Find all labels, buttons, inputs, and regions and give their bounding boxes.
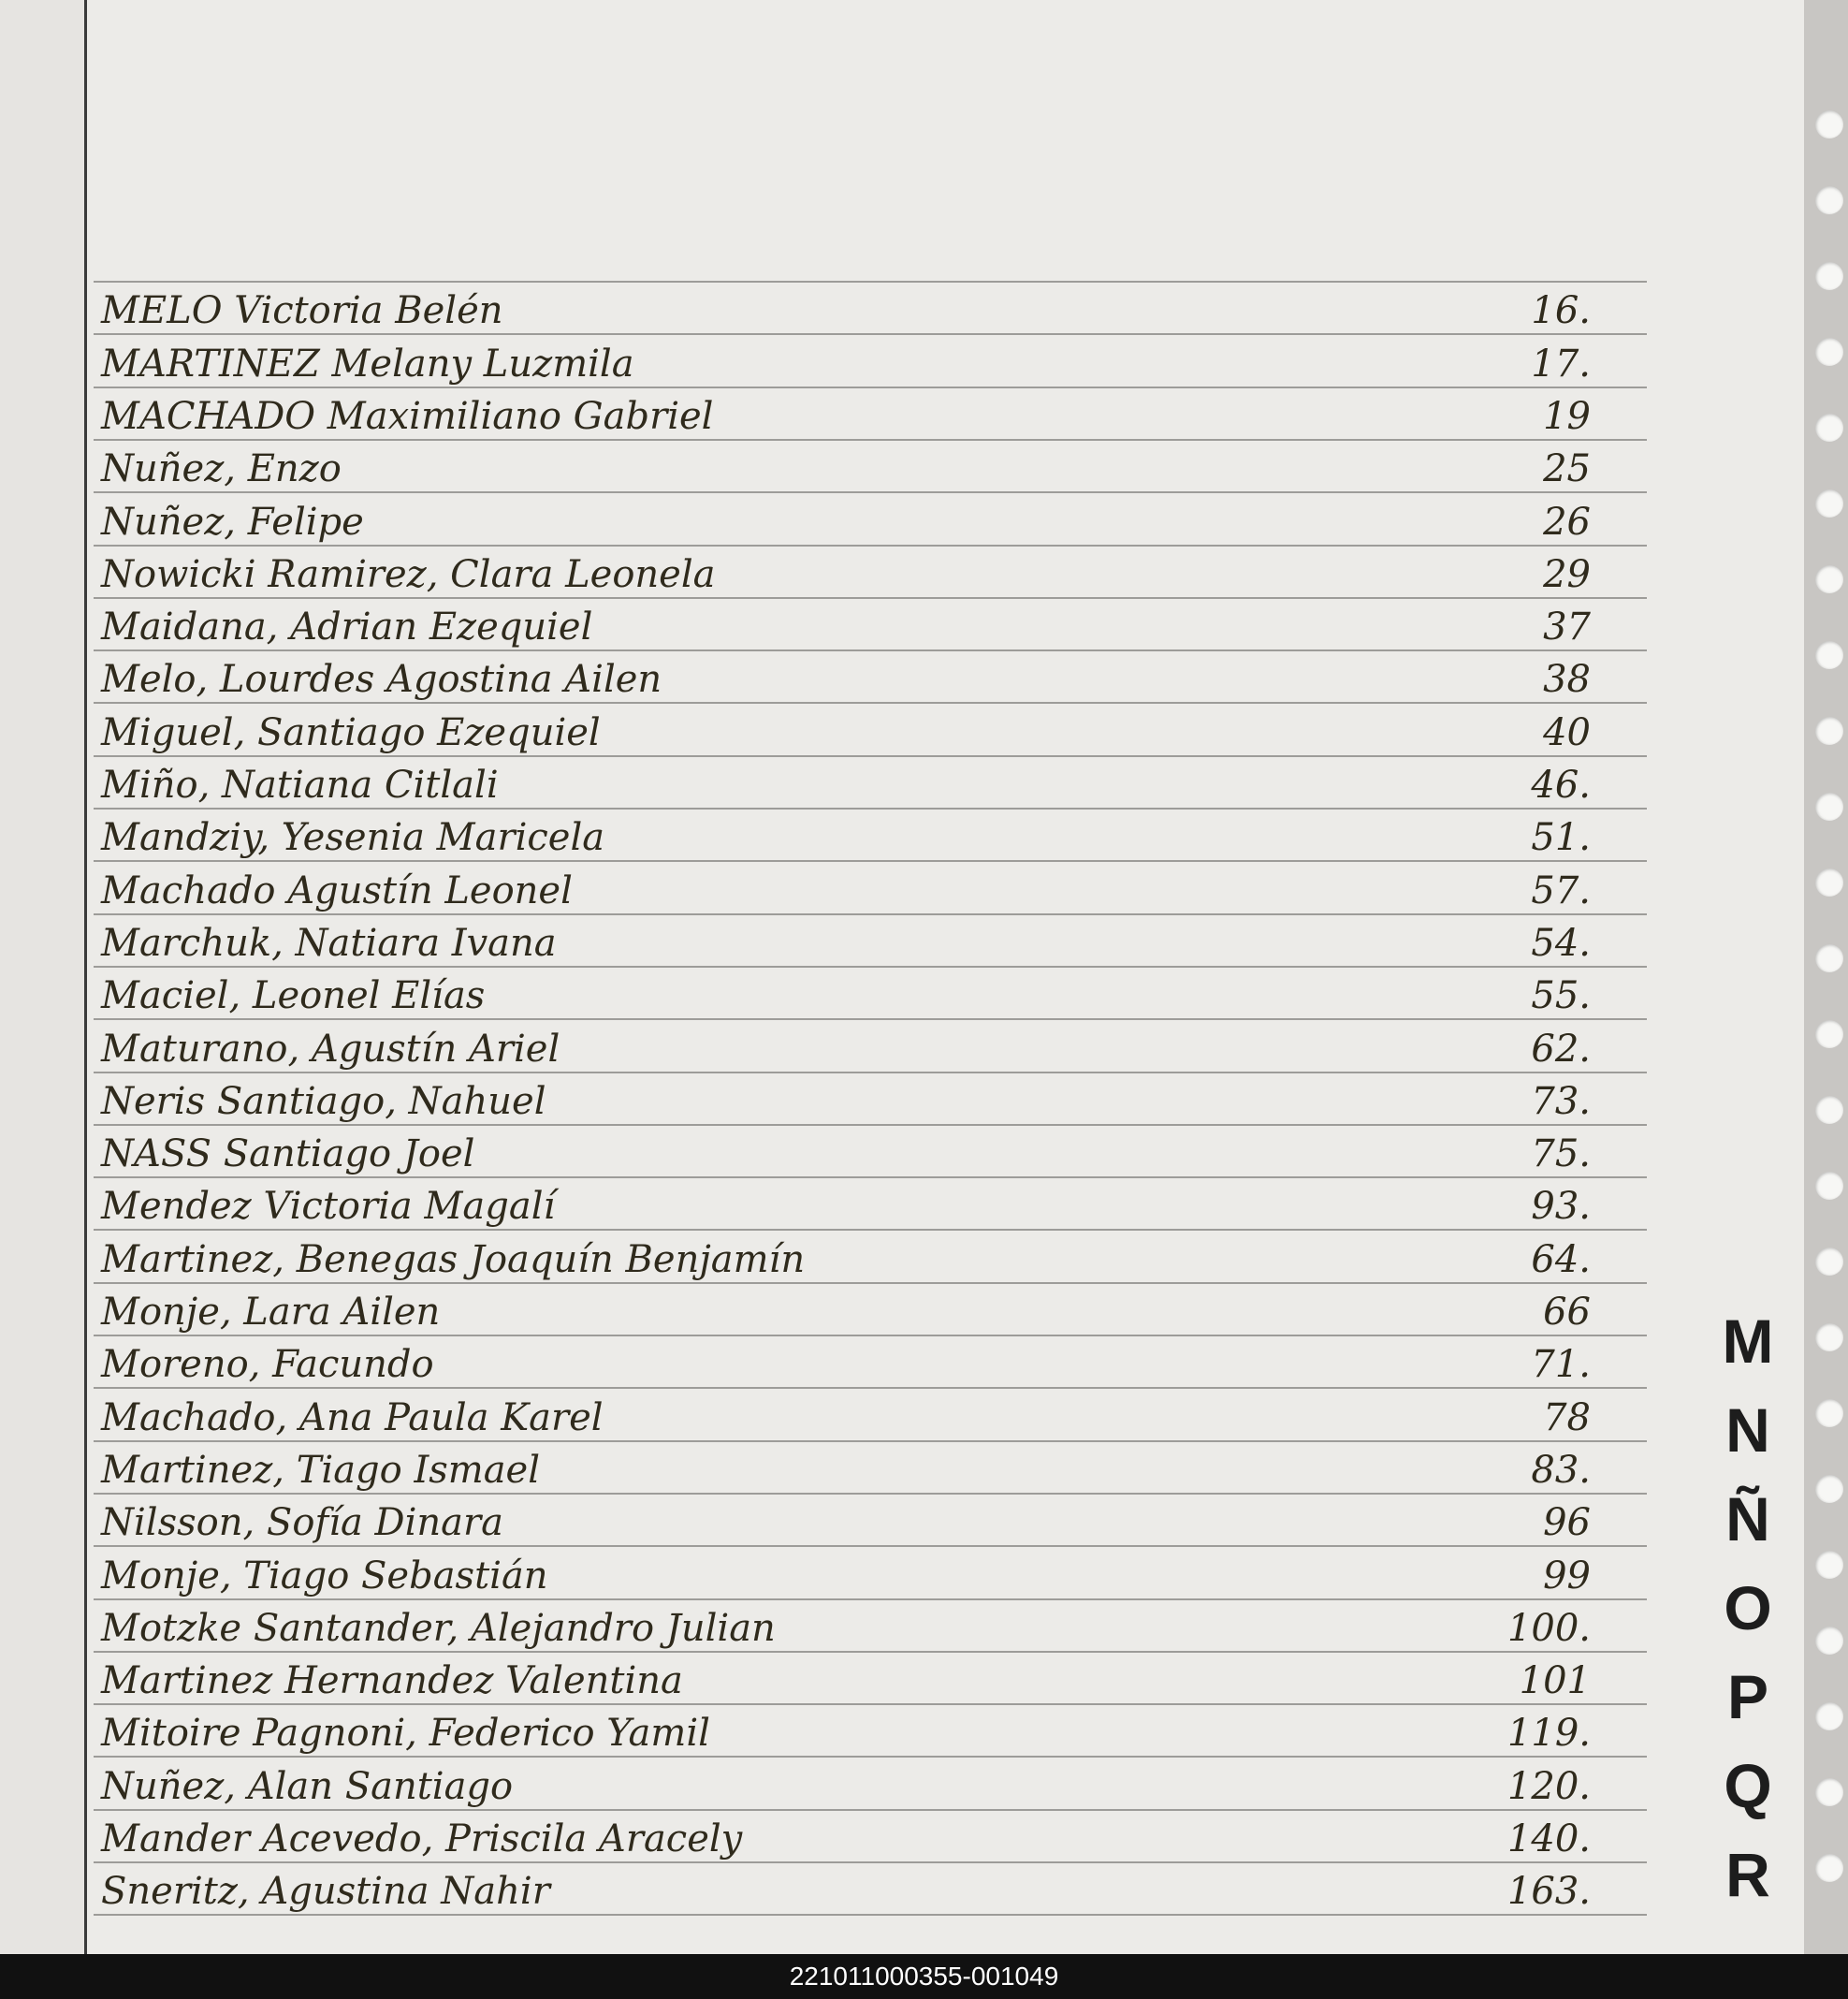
- list-item: [94, 501, 1647, 543]
- student-name: Mandziy, Yesenia Maricela: [101, 816, 605, 860]
- binder-hole: [1815, 338, 1843, 366]
- list-item: [94, 1765, 1647, 1807]
- list-item: [94, 922, 1647, 964]
- binder-hole: [1815, 414, 1843, 442]
- list-item: [94, 447, 1647, 489]
- entry-number: 140.: [1506, 1817, 1591, 1860]
- entry-number: 163.: [1506, 1870, 1591, 1914]
- entry-number: 40: [1543, 710, 1591, 754]
- entry-number: 119.: [1506, 1712, 1591, 1756]
- ruled-line: [94, 808, 1647, 810]
- scan-id-footer: 221011000355-001049: [0, 1954, 1848, 1999]
- ruled-line: [94, 545, 1647, 547]
- ruled-line: [94, 913, 1647, 915]
- ruled-line: [94, 491, 1647, 493]
- left-margin: [0, 0, 87, 1954]
- entry-number: 51.: [1531, 816, 1591, 860]
- binder-hole: [1815, 641, 1843, 669]
- list-item: [94, 553, 1647, 595]
- binder-hole: [1815, 1172, 1843, 1200]
- ruled-line: [94, 1072, 1647, 1073]
- student-name: Sneritz, Agustina Nahir: [101, 1870, 550, 1914]
- binder-hole: [1815, 1323, 1843, 1351]
- entry-number: 66: [1543, 1291, 1591, 1334]
- ruled-line: [94, 1861, 1647, 1863]
- student-name: Nuñez, Enzo: [101, 447, 342, 491]
- list-item: [94, 606, 1647, 648]
- ruled-line: [94, 1914, 1647, 1916]
- entry-number: 73.: [1531, 1079, 1591, 1123]
- binder-hole: [1815, 186, 1843, 214]
- student-name: Martinez Hernandez Valentina: [101, 1659, 683, 1703]
- entry-number: 64.: [1531, 1237, 1591, 1281]
- ruled-line: [94, 597, 1647, 599]
- list-item: [94, 1080, 1647, 1122]
- list-item: [94, 869, 1647, 912]
- list-item: [94, 1238, 1647, 1280]
- list-item: [94, 1607, 1647, 1649]
- binder-hole: [1815, 1475, 1843, 1503]
- student-name: Motzke Santander, Alejandro Julian: [101, 1606, 776, 1650]
- student-name: Mendez Victoria Magalí: [101, 1185, 556, 1229]
- list-item: [94, 395, 1647, 437]
- ruled-line: [94, 966, 1647, 968]
- entry-number: 54.: [1531, 921, 1591, 965]
- list-item: [94, 1501, 1647, 1543]
- ruled-line: [94, 1018, 1647, 1020]
- ruled-line: [94, 755, 1647, 757]
- index-tab-m[interactable]: M: [1722, 1306, 1774, 1376]
- binder-strip: [1804, 0, 1848, 1954]
- student-name: Nowicki Ramirez, Clara Leonela: [101, 552, 716, 596]
- list-item: [94, 1817, 1647, 1860]
- list-item: [94, 816, 1647, 858]
- entry-number: 57.: [1531, 868, 1591, 912]
- list-item: [94, 974, 1647, 1016]
- ruled-line: [94, 1229, 1647, 1231]
- binder-hole: [1815, 1020, 1843, 1048]
- ruled-line: [94, 1124, 1647, 1126]
- list-item: [94, 764, 1647, 806]
- ruled-line: [94, 1545, 1647, 1547]
- entry-number: 38: [1543, 658, 1591, 702]
- entry-number: 101: [1519, 1659, 1591, 1703]
- entry-number: 99: [1543, 1554, 1591, 1598]
- entry-number: 75.: [1531, 1132, 1591, 1176]
- list-item: [94, 1291, 1647, 1333]
- student-name: Moreno, Facundo: [101, 1343, 434, 1387]
- list-item: [94, 1343, 1647, 1385]
- student-name: MARTINEZ Melany Luzmila: [101, 342, 634, 386]
- student-name: Melo, Lourdes Agostina Ailen: [101, 658, 662, 702]
- student-name: MACHADO Maximiliano Gabriel: [101, 394, 714, 438]
- ruled-line: [94, 860, 1647, 862]
- list-item: [94, 1712, 1647, 1754]
- ruled-line: [94, 1493, 1647, 1495]
- list-item: [94, 658, 1647, 700]
- binder-hole: [1815, 1399, 1843, 1427]
- entry-number: 62.: [1531, 1027, 1591, 1071]
- student-name: Mitoire Pagnoni, Federico Yamil: [101, 1712, 710, 1756]
- student-name: Miño, Natiana Citlali: [101, 764, 499, 807]
- binder-hole: [1815, 793, 1843, 821]
- ruled-line: [94, 1703, 1647, 1705]
- entry-number: 78: [1543, 1395, 1591, 1439]
- binder-hole: [1815, 1627, 1843, 1655]
- ruled-line: [94, 1387, 1647, 1389]
- ruled-line: [94, 1335, 1647, 1336]
- ruled-line: [94, 281, 1647, 283]
- student-name: Nuñez, Alan Santiago: [101, 1764, 514, 1808]
- student-name: Maciel, Leonel Elías: [101, 974, 486, 1018]
- student-name: Nuñez, Felipe: [101, 500, 364, 544]
- list-item: [94, 711, 1647, 753]
- binder-hole: [1815, 1096, 1843, 1124]
- ruled-line: [94, 1282, 1647, 1284]
- binder-hole: [1815, 1248, 1843, 1276]
- binder-hole: [1815, 944, 1843, 972]
- binder-hole: [1815, 1778, 1843, 1806]
- binder-hole: [1815, 868, 1843, 897]
- entry-number: 100.: [1506, 1606, 1591, 1650]
- student-name: Marchuk, Natiara Ivana: [101, 921, 557, 965]
- student-name: Monje, Lara Ailen: [101, 1291, 441, 1334]
- entry-number: 17.: [1531, 342, 1591, 386]
- ruled-line: [94, 1598, 1647, 1600]
- ruled-line: [94, 333, 1647, 335]
- list-item: [94, 343, 1647, 385]
- binder-hole: [1815, 565, 1843, 593]
- list-item: [94, 1185, 1647, 1227]
- list-item: [94, 1132, 1647, 1175]
- entry-number: 29: [1543, 552, 1591, 596]
- binder-hole: [1815, 262, 1843, 290]
- entry-number: 37: [1543, 606, 1591, 649]
- index-tabs: [1701, 1306, 1795, 1933]
- binder-hole: [1815, 717, 1843, 745]
- student-name: Miguel, Santiago Ezequiel: [101, 710, 601, 754]
- binder-hole: [1815, 1854, 1843, 1882]
- binder-hole: [1815, 489, 1843, 518]
- index-tab-n[interactable]: N: [1725, 1395, 1770, 1465]
- list-item: [94, 289, 1647, 331]
- student-name: Martinez, Tiago Ismael: [101, 1448, 541, 1492]
- student-name: Machado, Ana Paula Karel: [101, 1395, 604, 1439]
- ruled-line: [94, 1809, 1647, 1811]
- list-item: [94, 1396, 1647, 1438]
- list-item: [94, 1659, 1647, 1701]
- entry-number: 26: [1543, 500, 1591, 544]
- student-name: Nilsson, Sofía Dinara: [101, 1501, 503, 1545]
- entry-number: 16.: [1531, 289, 1591, 333]
- ruled-line: [94, 702, 1647, 704]
- index-tab-enie[interactable]: Ñ: [1725, 1484, 1770, 1554]
- entry-number: 71.: [1531, 1343, 1591, 1387]
- student-name: MELO Victoria Belén: [101, 289, 503, 333]
- student-name: NASS Santiago Joel: [101, 1132, 475, 1176]
- ruled-line: [94, 649, 1647, 651]
- student-name: Martinez, Benegas Joaquín Benjamín: [101, 1237, 806, 1281]
- ruled-line: [94, 1651, 1647, 1653]
- list-item: [94, 1870, 1647, 1912]
- index-tab-q[interactable]: Q: [1724, 1751, 1772, 1820]
- entry-number: 25: [1543, 447, 1591, 491]
- student-name: Maturano, Agustín Ariel: [101, 1027, 560, 1071]
- student-name: Mander Acevedo, Priscila Aracely: [101, 1817, 743, 1860]
- index-tab-r[interactable]: R: [1725, 1840, 1770, 1909]
- student-name: Machado Agustín Leonel: [101, 868, 573, 912]
- ruled-line: [94, 1176, 1647, 1178]
- ruled-line: [94, 387, 1647, 388]
- entry-number: 83.: [1531, 1448, 1591, 1492]
- index-tab-o[interactable]: O: [1724, 1573, 1772, 1642]
- student-name: Monje, Tiago Sebastián: [101, 1554, 548, 1598]
- ruled-line: [94, 439, 1647, 441]
- ruled-line: [94, 1440, 1647, 1442]
- entry-number: 55.: [1531, 974, 1591, 1018]
- list-item: [94, 1554, 1647, 1597]
- ruled-line: [94, 1756, 1647, 1758]
- binder-hole: [1815, 1702, 1843, 1730]
- binder-hole: [1815, 110, 1843, 139]
- binder-hole: [1815, 1551, 1843, 1579]
- entry-number: 120.: [1506, 1764, 1591, 1808]
- entry-number: 19: [1543, 394, 1591, 438]
- list-item: [94, 1449, 1647, 1491]
- index-tab-p[interactable]: P: [1726, 1662, 1769, 1731]
- entry-number: 96: [1543, 1501, 1591, 1545]
- entry-number: 93.: [1531, 1185, 1591, 1229]
- list-item: [94, 1028, 1647, 1070]
- student-name: Neris Santiago, Nahuel: [101, 1079, 546, 1123]
- entry-number: 46.: [1531, 764, 1591, 807]
- student-name: Maidana, Adrian Ezequiel: [101, 606, 593, 649]
